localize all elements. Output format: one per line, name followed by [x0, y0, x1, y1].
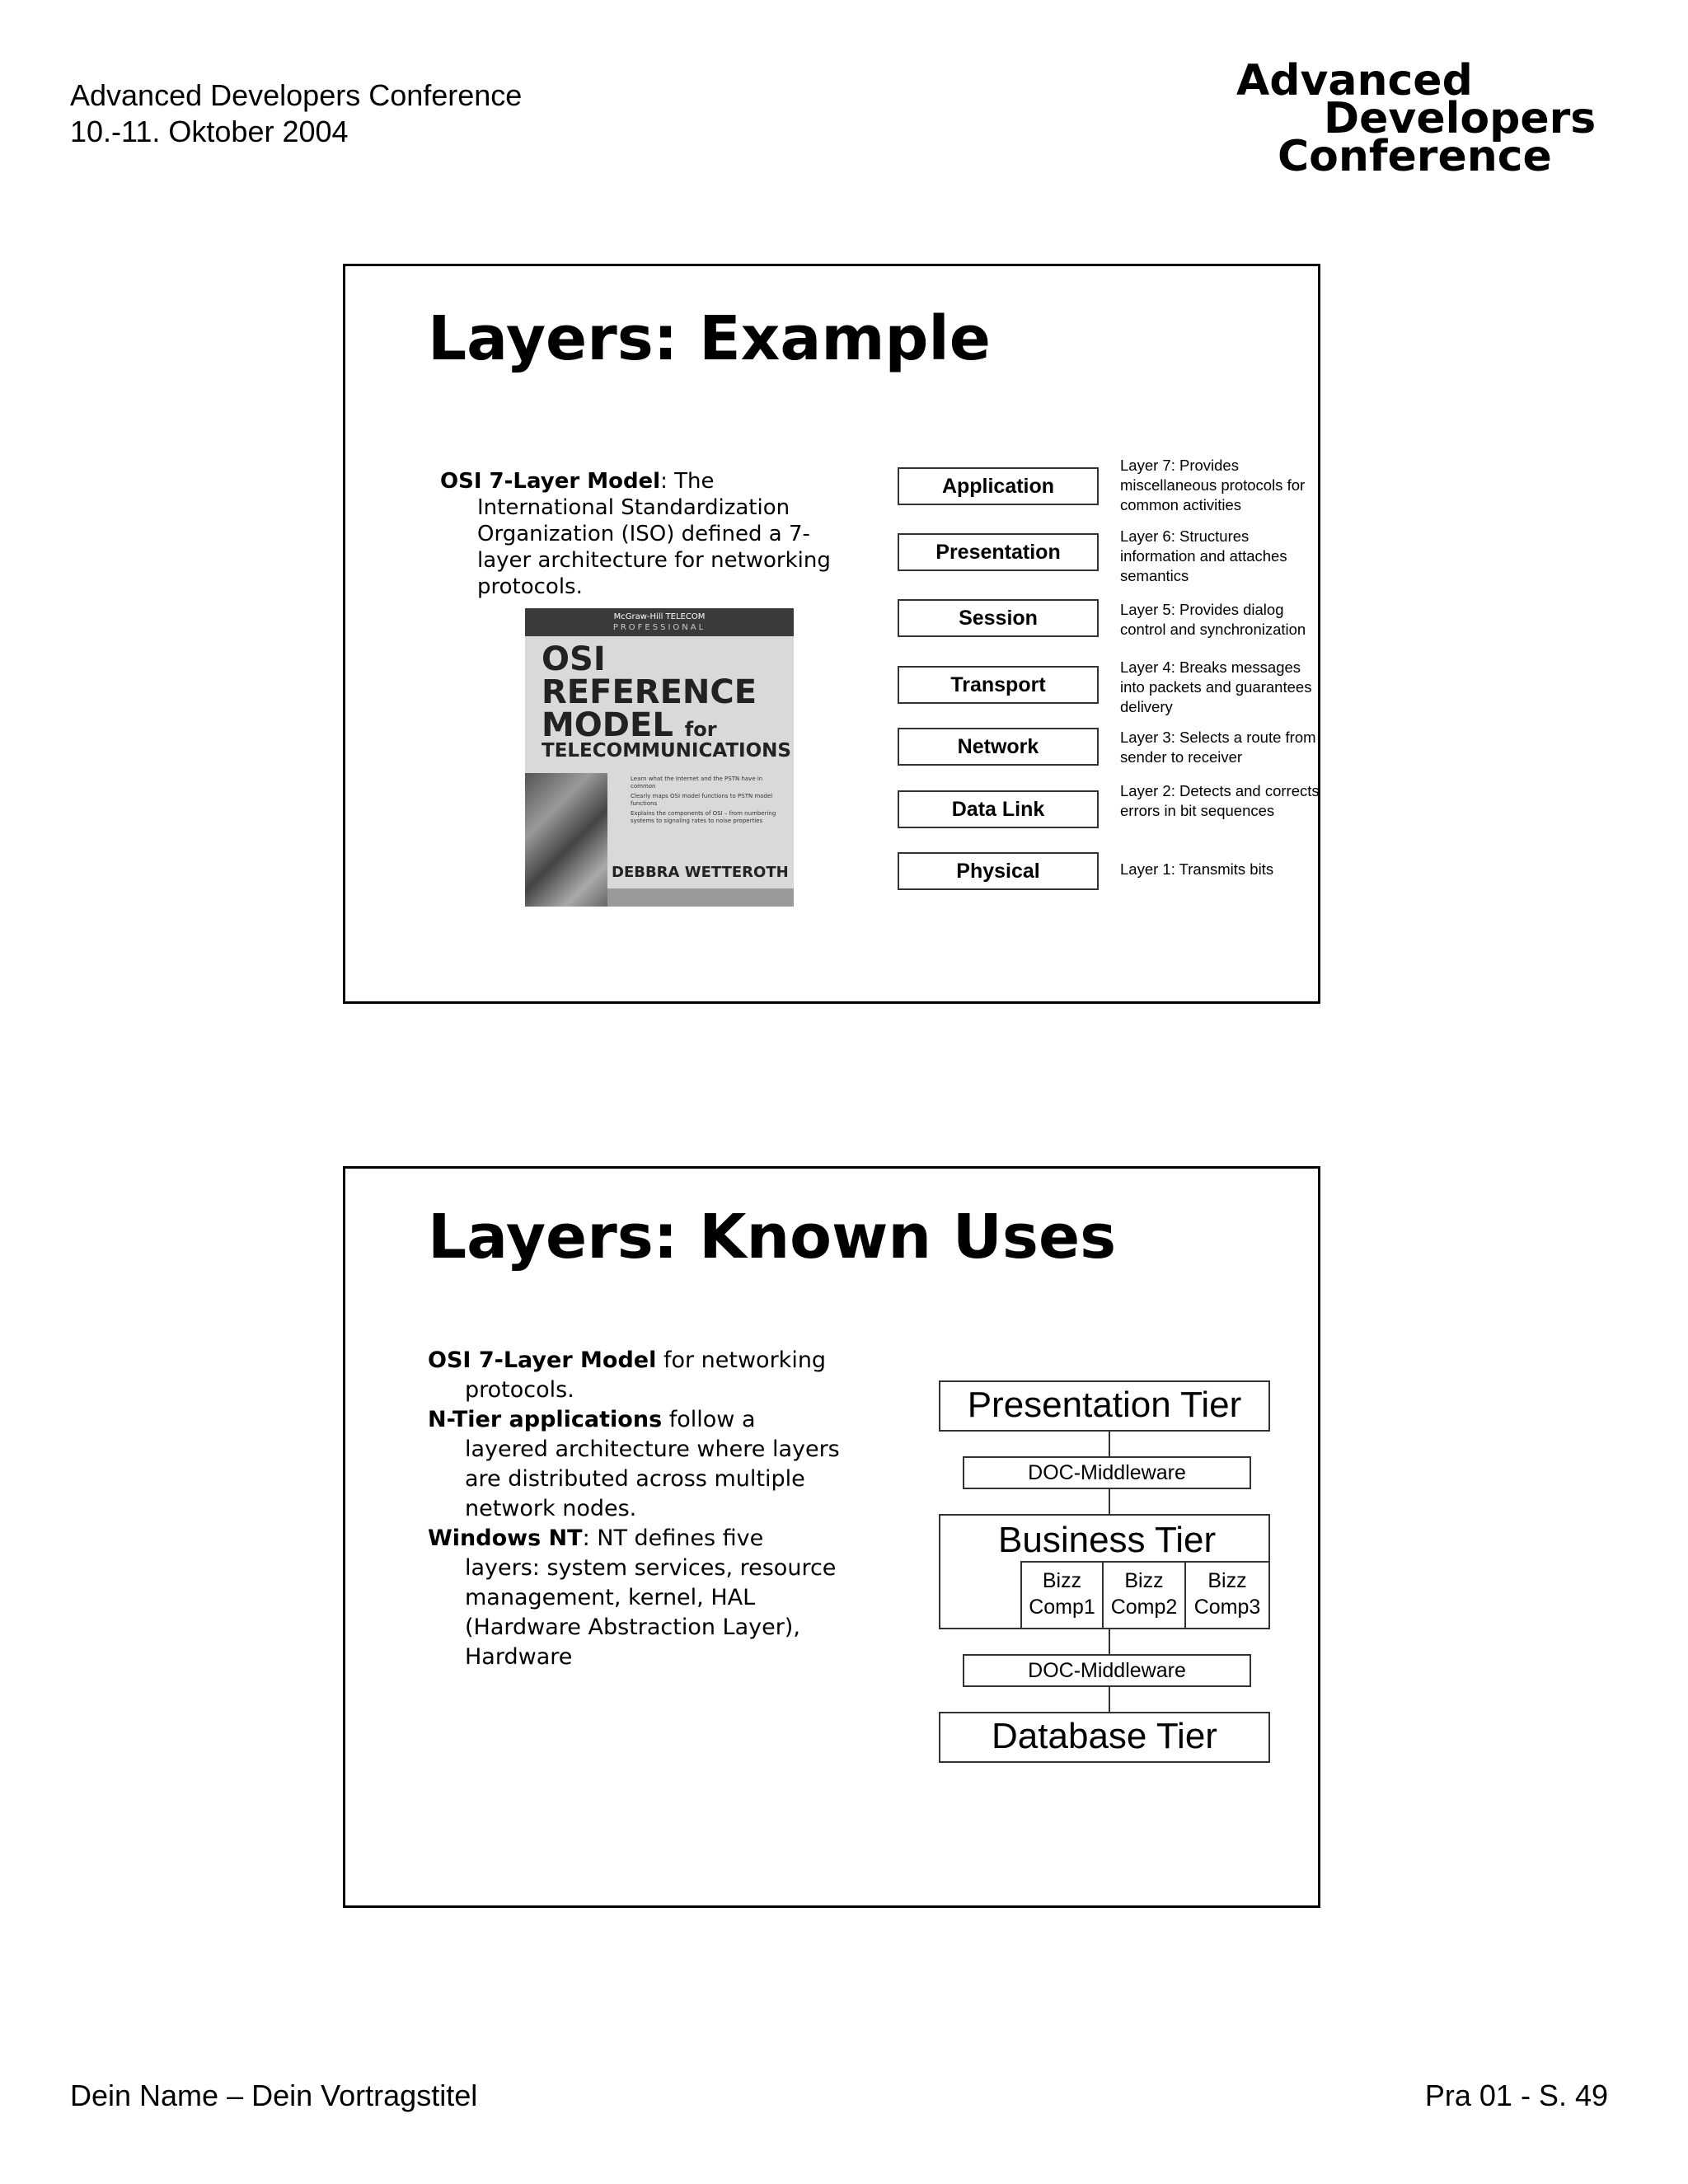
- osi-layer-note: Layer 7: Provides miscellaneous protocols for common activities: [1120, 457, 1306, 513]
- known-use-item: [428, 1524, 840, 1672]
- osi-layer-physical: Physical: [898, 852, 1099, 890]
- book-title-line-3: MODEL: [542, 706, 673, 744]
- doc-middleware-top: DOC-Middleware: [963, 1456, 1251, 1489]
- doc-middleware-bottom: DOC-Middleware: [963, 1654, 1251, 1687]
- book-title-line-1: OSI: [542, 640, 606, 678]
- book-bullet: Explains the components of OSI – from numbering systems to signaling rates to noise properties: [631, 810, 776, 824]
- osi-layer-note: Layer 1: Transmits bits: [1120, 860, 1274, 878]
- osi-layer-note: Layer 3: Selects a route from sender to receiver: [1120, 729, 1316, 766]
- osi-layer-note: Layer 2: Detects and corrects errors in bit sequences: [1120, 782, 1320, 819]
- business-tier-label: Business Tier: [998, 1520, 1217, 1560]
- book-title-for: for: [684, 718, 717, 741]
- database-tier-box: Database Tier: [939, 1712, 1270, 1763]
- footer-page-number: Pra 01 - S. 49: [1424, 2079, 1608, 2112]
- book-bullets: [631, 776, 787, 827]
- connector-line: [1109, 1432, 1110, 1456]
- slide-title: Layers: Known Uses: [428, 1202, 1117, 1272]
- book-cover-photo: [525, 773, 607, 907]
- logo-line-1: Advanced: [1236, 56, 1473, 105]
- book-title: [542, 640, 757, 746]
- bizz-comp-line1: Bizz: [1042, 1569, 1082, 1592]
- osi-layer-network: Network: [898, 728, 1099, 766]
- bizz-comp-line2: Comp2: [1110, 1596, 1178, 1619]
- book-bullet: Clearly maps OSI model functions to PSTN model functions: [631, 793, 773, 807]
- known-use-item: [428, 1346, 840, 1405]
- connector-line: [1109, 1629, 1110, 1654]
- bizz-comp1-box: [1020, 1561, 1104, 1629]
- slide-title: Layers: Example: [428, 303, 991, 374]
- osi-layer-note: Layer 6: Structures information and attaches semantics: [1120, 527, 1287, 584]
- bizz-comp-line1: Bizz: [1207, 1569, 1247, 1592]
- book-author: DEBBRA WETTEROTH: [612, 864, 789, 881]
- conference-date: 10.-11. Oktober 2004: [70, 115, 349, 148]
- logo-line-2: Developers: [1324, 94, 1597, 143]
- book-series: PROFESSIONAL: [612, 623, 706, 632]
- bizz-comp3-box: [1184, 1561, 1270, 1629]
- book-cover-image: [525, 608, 794, 907]
- book-subtitle: TELECOMMUNICATIONS: [542, 740, 791, 762]
- known-uses-list: [428, 1346, 840, 1672]
- osi-layer-presentation: Presentation: [898, 533, 1099, 571]
- known-use-term: OSI 7-Layer Model: [428, 1347, 657, 1373]
- known-use-term: N-Tier applications: [428, 1407, 663, 1432]
- known-use-item: [428, 1405, 840, 1524]
- osi-layer-transport: Transport: [898, 666, 1099, 704]
- osi-description: [440, 468, 852, 600]
- osi-layer-data-link: Data Link: [898, 790, 1099, 828]
- footer-presenter: Dein Name – Dein Vortragstitel: [70, 2079, 478, 2112]
- slide-layers-known-uses: [343, 1166, 1320, 1908]
- conference-logo: [1236, 56, 1624, 181]
- book-bullet: Learn what the Internet and the PSTN have in common: [631, 776, 763, 790]
- description-term: OSI 7-Layer Model: [440, 469, 661, 494]
- bizz-comp-line1: Bizz: [1124, 1569, 1164, 1592]
- bizz-comp2-box: [1102, 1561, 1186, 1629]
- osi-layer-session: Session: [898, 599, 1099, 637]
- osi-layer-application: Application: [898, 467, 1099, 505]
- known-use-text: follow a layered architecture where layers are distributed across multiple network nodes.: [465, 1407, 840, 1521]
- connector-line: [1109, 1687, 1110, 1712]
- bizz-comp-line2: Comp3: [1193, 1596, 1261, 1619]
- osi-layer-note: Layer 5: Provides dialog control and synchronization: [1120, 601, 1306, 638]
- book-publisher: McGraw-Hill TELECOM: [613, 612, 706, 621]
- book-bottom-strip: [607, 888, 794, 907]
- slide-layers-example: [343, 264, 1320, 1004]
- known-use-text: for networking protocols.: [465, 1347, 827, 1403]
- known-use-text: : NT defines five layers: system services, resource management, kernel, HAL (Hardware Abstraction Layer), Hardware: [465, 1526, 837, 1670]
- book-title-line-2: REFERENCE: [542, 673, 757, 711]
- conference-name: Advanced Developers Conference: [70, 78, 523, 112]
- book-publisher-band: [525, 608, 794, 636]
- osi-layer-note: Layer 4: Breaks messages into packets and guarantees delivery: [1120, 658, 1312, 715]
- known-use-term: Windows NT: [428, 1526, 583, 1551]
- connector-line: [1109, 1489, 1110, 1514]
- bizz-comp-line2: Comp1: [1029, 1596, 1095, 1619]
- logo-line-3: Conference: [1278, 132, 1552, 181]
- presentation-tier-box: Presentation Tier: [939, 1380, 1270, 1432]
- description-text: : The International Standardization Organization (ISO) defined a 7-layer architecture for networking protocols.: [477, 469, 831, 599]
